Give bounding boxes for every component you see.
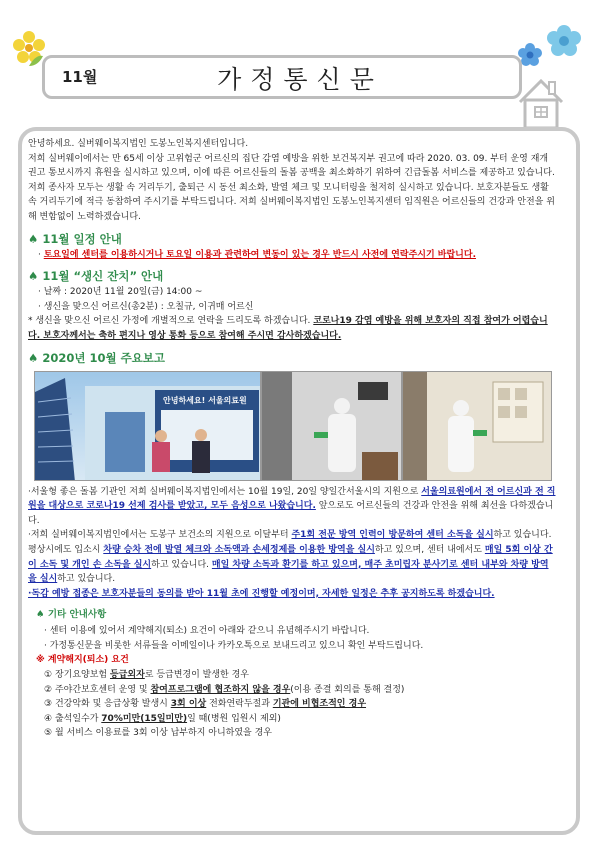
disinfection-photo-2 xyxy=(402,371,552,481)
condition-item: ③ 건강악화 및 응급상황 발생시 3회 이상 전화연락두절과 기관에 비협조적인 경우 xyxy=(44,699,367,710)
section-birthday-heading: ♠ 11월 “생신 잔치” 안내 xyxy=(28,269,164,284)
report-flu-vaccine: ·독감 예방 접종은 보호자분들의 동의를 받아 11월 초에 진행할 예정이며, 자세한 일정은 추후 공지하도록 하겠습니다. xyxy=(28,588,495,599)
section-report-heading: ♠ 2020년 10월 주요보고 xyxy=(28,350,165,365)
birthday-honorees: · 생신을 맞으신 어르신(총2분) : 오칠규, 이귀매 어르신 xyxy=(38,301,254,312)
condition-item: ② 주야간보호센터 운영 및 참여프로그램에 협조하지 않을 경우(이용 종결 회의를 통해 결정) xyxy=(44,684,405,695)
spade-icon: ♠ xyxy=(28,231,39,246)
contract-title: ※ 계약해지(퇴소) 요건 xyxy=(36,655,129,666)
report-covid-test: ·서울형 좋은 돌봄 기관인 저희 실버웨이복지법인에서는 10월 19일, 20일 양일간서울시의 지원으로 서울의료원에서 전 어르신과 전 직원을 대상으로 코로나19 선제 검사를 받았고, 모두 음성으로 나왔습니다. 앞으로도 어르신들의 건강과 안전을 위해 최선을 다하겠습니다. xyxy=(28,486,556,526)
spade-icon: ♠ xyxy=(28,269,39,284)
hospital-photo xyxy=(34,371,261,481)
month-label: 11월 xyxy=(62,68,98,86)
condition-item: ⑤ 월 서비스 이용료를 3회 이상 납부하지 아니하였을 경우 xyxy=(44,728,272,739)
birthday-date: · 날짜 : 2020년 11월 20일(금) 14:00 ~ xyxy=(38,287,203,298)
report-photos xyxy=(34,371,552,481)
intro-greeting: 안녕하세요. 실버웨이복지법인 도봉노인복지센터입니다. xyxy=(28,139,249,149)
birthday-note: * 생신을 맞으신 어르신 가정에 개별적으로 연락을 드리도록 하겠습니다. 코로나19 감염 예방을 위해 보호자의 직접 참여가 어렵습니다. 보호자께서는 축하 편지나 영상 통화 등으로 참여해 주시면 감사하겠습니다. xyxy=(28,316,548,341)
spade-icon: ♠ xyxy=(28,350,39,365)
section-other-heading: ♠ 기타 안내사항 xyxy=(36,609,107,621)
report-disinfection: ·저희 실버웨이복지법인에서는 도봉구 보건소의 지원으로 이달부터 주1회 전문 방역 인력이 방문하여 센터 소독을 실시하고 있습니다. 평상시에도 입소시 차량 승차 전에 발열 체크와 소독액과 손세정제를 이용한 방역을 실시하고 있으며, 센터 내에서도 매일 5회 이상 간이 소독 및 개인 손 소독을 실시하고 있습니다. 매일 차량 소독과 환기를 하고 있으며, 매주 초미립자 분사기로 센터 내부와 차량 방역을 실시하고 있습니다. xyxy=(28,530,553,585)
newsletter-body xyxy=(28,137,556,741)
page-title: 가정통신문 xyxy=(217,65,383,94)
disinfection-photo-1 xyxy=(261,371,401,481)
condition-item: ④ 출석일수가 70%미만(15일미만)일 때(병원 입원시 제외) xyxy=(44,713,281,724)
section-schedule-heading: ♠ 11월 일정 안내 xyxy=(28,231,122,246)
spade-icon: ♠ xyxy=(36,609,45,621)
condition-item: ① 장기요양보험 등급외자로 등급변경이 발생한 경우 xyxy=(44,670,249,681)
photo-banner-text: 안녕하세요! 서울의료원 xyxy=(163,395,247,405)
intro-body: 저희 실버웨이에서는 만 65세 이상 고위험군 어르신의 집단 감염 예방을 위한 보건복지부 권고에 따라 2020. 03. 09. 부터 운영 재개 권고 통보시까지 휴원을 실시하고 있으며, 이에 따른 어르신들의 돌봄 공백을 최소화하기 위하여 긴급돌봄 서비스를 제공하고 있습니다. 저희 종사자 모두는 생활 속 거리두기, 출퇴근 시 동선 최소화, 발열 체크 및 모니터링을 철저히 실시하고 있습니다. 보호자분들도 생활 속 거리두기에 적극 동참하여 주시기를 부탁드립니다. 저희 실버웨이복지법인 도봉노인복지센터 임직원은 어르신들의 건강과 안전을 위해 변함없이 노력하겠습니다. xyxy=(28,153,555,222)
other-item: · 센터 이용에 있어서 계약해지(퇴소) 요건이 아래와 같으니 유념해주시기 바랍니다. xyxy=(44,626,370,637)
other-item: · 가정통신문을 비롯한 서류들을 이메일이나 카카오톡으로 보내드리고 있으니 확인 부탁드립니다. xyxy=(44,640,424,651)
saturday-notice: · 토요일에 센터를 이용하시거나 토요일 이용과 관련하여 변동이 있는 경우 반드시 사전에 연락주시기 바랍니다. xyxy=(38,249,476,260)
